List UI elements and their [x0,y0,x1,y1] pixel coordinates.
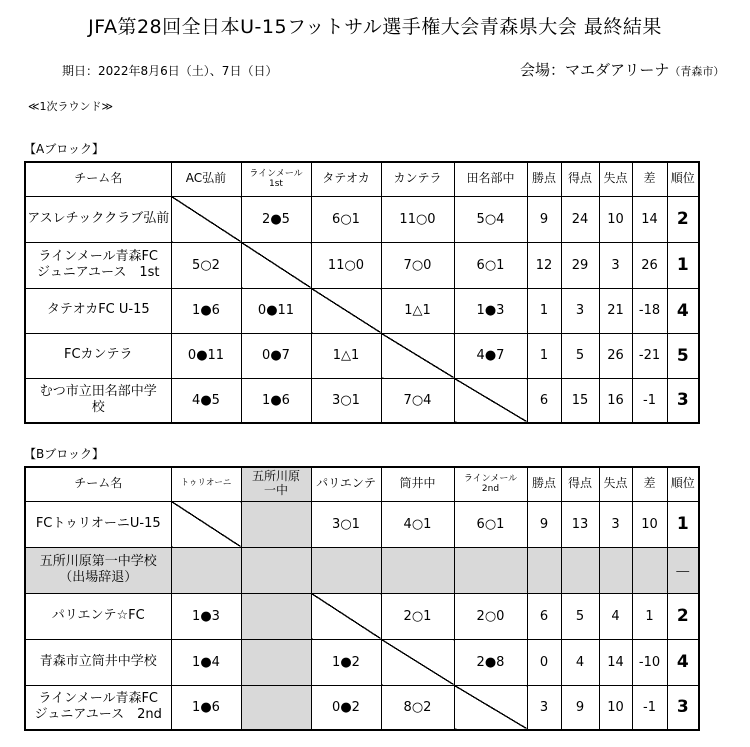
header-cell: 勝点 [527,162,561,196]
header-cell: 失点 [599,467,632,501]
header-cell: 失点 [599,162,632,196]
result-cell: 1●4 [171,639,241,685]
stat-cell-gf: 4 [561,639,599,685]
result-cell: 5○4 [454,196,527,242]
team-name: タテオカFC U-15 [25,288,171,333]
stat-cell-ga: 26 [599,333,632,378]
stat-cell-gd: -21 [632,333,667,378]
team-name: ラインメール青森FC ジュニアユース 1st [25,242,171,288]
result-cell: 3○1 [311,378,381,423]
result-cell: 2○1 [381,593,454,639]
result-cell: 2○0 [454,593,527,639]
stat-cell-pts: 9 [527,196,561,242]
event-date: 期日：2022年8月6日（土）、7日（日） [62,64,278,78]
stat-cell-gd: -10 [632,639,667,685]
header-row [25,467,699,501]
table-row [25,196,699,242]
stat-cell-pts: 3 [527,685,561,730]
stat-cell-ga: 3 [599,242,632,288]
stat-cell-gd: 14 [632,196,667,242]
stat-cell-gf: 13 [561,501,599,547]
stat-cell-gf: 9 [561,685,599,730]
stat-cell-pts: 1 [527,288,561,333]
stat-cell-gf: 24 [561,196,599,242]
header-row [25,162,699,196]
block-b-table [24,466,700,731]
header-cell: 得点 [561,467,599,501]
result-cell [381,639,454,685]
result-cell: 0●7 [241,333,311,378]
team-name: むつ市立田名部中学 校 [25,378,171,423]
result-cell [241,685,311,730]
result-cell [311,288,381,333]
team-name: FCトゥリオーニU-15 [25,501,171,547]
header-cell: チーム名 [25,467,171,501]
result-cell: 1●3 [454,288,527,333]
header-cell: タテオカ [311,162,381,196]
table-row [25,593,699,639]
stat-cell-pts: 1 [527,333,561,378]
venue-label: 会場：マエダアリーナ [520,61,670,79]
result-cell: 1●6 [171,288,241,333]
result-cell [171,196,241,242]
team-name: ラインメール青森FC ジュニアユース 2nd [25,685,171,730]
stat-cell-ga: 21 [599,288,632,333]
table-row [25,242,699,288]
header-cell: チーム名 [25,162,171,196]
stat-cell-gd: 1 [632,593,667,639]
stat-cell-gd: -1 [632,378,667,423]
result-cell: 1△1 [311,333,381,378]
result-cell [381,333,454,378]
result-cell [241,639,311,685]
header-cell: 差 [632,467,667,501]
header-cell: AC弘前 [171,162,241,196]
team-name: アスレチッククラブ弘前 [25,196,171,242]
header-cell: ラインメール 1st [241,162,311,196]
stat-cell-pts: 12 [527,242,561,288]
stat-cell-gf: 5 [561,333,599,378]
stat-cell-gd: -18 [632,288,667,333]
stat-cell-gf: 15 [561,378,599,423]
result-cell: 1●6 [241,378,311,423]
stat-cell-pts: 9 [527,501,561,547]
header-cell: 筒井中 [381,467,454,501]
result-cell [171,547,241,593]
venue-note: （青森市） [669,65,725,78]
team-name: 青森市立筒井中学校 [25,639,171,685]
table-row [25,378,699,423]
result-cell [241,593,311,639]
result-cell: 4●5 [171,378,241,423]
stat-cell-ga: 16 [599,378,632,423]
stat-cell-pts: 6 [527,378,561,423]
header-cell: 差 [632,162,667,196]
stat-cell-ga: 10 [599,196,632,242]
team-name: 五所川原第一中学校 （出場辞退） [25,547,171,593]
result-cell [454,547,527,593]
result-cell: 0●11 [171,333,241,378]
stat-cell-ga: 10 [599,685,632,730]
rank-cell: 2 [667,196,699,242]
table-row [25,547,699,593]
team-name: FCカンテラ [25,333,171,378]
result-cell: 11○0 [311,242,381,288]
stat-cell-ga: 14 [599,639,632,685]
result-cell: 7○0 [381,242,454,288]
result-cell: 1●6 [171,685,241,730]
stat-cell-gd: -1 [632,685,667,730]
result-cell: 6○1 [311,196,381,242]
table-row [25,333,699,378]
stat-cell-pts [527,547,561,593]
team-name: パリエンテ☆FC [25,593,171,639]
table-row [25,639,699,685]
result-cell: 2●5 [241,196,311,242]
result-cell: 4●7 [454,333,527,378]
table-row [25,685,699,730]
result-cell: 1●2 [311,639,381,685]
rank-cell: 5 [667,333,699,378]
result-cell [311,593,381,639]
result-cell: 1●3 [171,593,241,639]
stat-cell-gd: 10 [632,501,667,547]
header-cell: 田名部中 [454,162,527,196]
rank-cell: 1 [667,501,699,547]
venue [520,59,724,80]
rank-cell: 2 [667,593,699,639]
result-cell: 8○2 [381,685,454,730]
table-row [25,288,699,333]
rank-cell: 4 [667,639,699,685]
result-cell [381,547,454,593]
stat-cell-ga [599,547,632,593]
header-cell: 順位 [667,162,699,196]
block-b-label: 【Bブロック】 [24,447,104,461]
result-cell: 4○1 [381,501,454,547]
stat-cell-pts: 0 [527,639,561,685]
block-a-table [24,161,700,424]
header-cell: 勝点 [527,467,561,501]
stat-cell-gf [561,547,599,593]
rank-cell: 3 [667,378,699,423]
result-cell: 0●11 [241,288,311,333]
rank-cell: 3 [667,685,699,730]
header-cell: 得点 [561,162,599,196]
result-cell: 6○1 [454,501,527,547]
stat-cell-ga: 3 [599,501,632,547]
page-title: JFA第28回全日本U-15フットサル選手権大会青森県大会 最終結果 [88,16,662,38]
stat-cell-ga: 4 [599,593,632,639]
result-cell: 3○1 [311,501,381,547]
result-cell: 2●8 [454,639,527,685]
block-a-label: 【Aブロック】 [24,142,104,156]
header-cell: 五所川原 一中 [241,467,311,501]
rank-cell: 4 [667,288,699,333]
result-cell [241,242,311,288]
result-cell: 0●2 [311,685,381,730]
stat-cell-gd: 26 [632,242,667,288]
header-cell: トゥリオーニ [171,467,241,501]
table-row [25,501,699,547]
stat-cell-gf: 5 [561,593,599,639]
result-cell [241,547,311,593]
result-cell: 1△1 [381,288,454,333]
result-cell: 5○2 [171,242,241,288]
header-cell: 順位 [667,467,699,501]
header-cell: ラインメール 2nd [454,467,527,501]
stat-cell-gf: 3 [561,288,599,333]
result-cell [171,501,241,547]
result-cell [311,547,381,593]
result-cell: 11○0 [381,196,454,242]
result-cell [454,685,527,730]
header-cell: パリエンテ [311,467,381,501]
rank-cell: 1 [667,242,699,288]
header-cell: カンテラ [381,162,454,196]
stat-cell-gf: 29 [561,242,599,288]
result-cell [241,501,311,547]
rank-cell: － [667,547,699,593]
result-cell: 6○1 [454,242,527,288]
stat-cell-pts: 6 [527,593,561,639]
stat-cell-gd [632,547,667,593]
round-label: ≪1次ラウンド≫ [28,100,114,113]
result-cell [454,378,527,423]
result-cell: 7○4 [381,378,454,423]
